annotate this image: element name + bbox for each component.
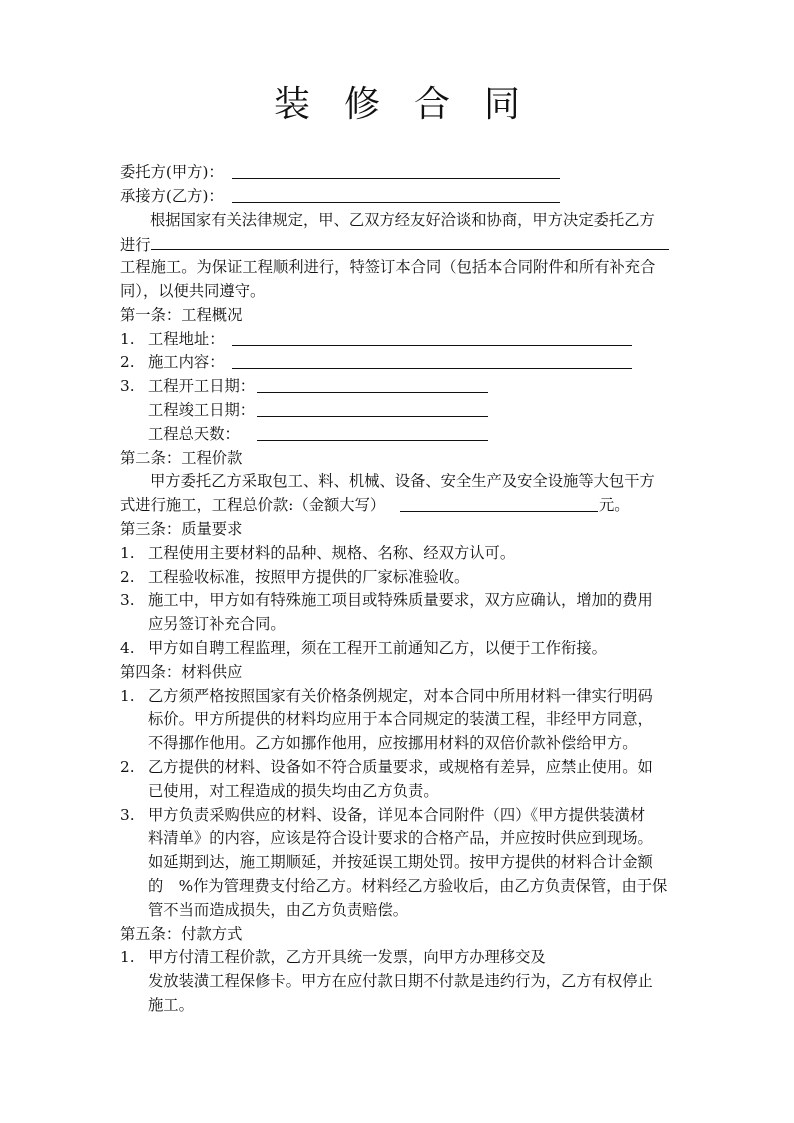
article-2-line: 式进行施工，工程总价款:（金额大写） (120, 496, 386, 515)
clause-line (120, 685, 680, 709)
start-date-blank[interactable] (257, 375, 488, 393)
clause-text: 料清单》的内容，应该是符合设计要求的合格产品，并应按时供应到现场。 (148, 829, 653, 848)
clause-text: 的 %作为管理费支付给乙方。材料经乙方验收后，由乙方负责保管，由于保 (148, 876, 668, 895)
start-date-label: 工程开工日期： (148, 377, 256, 396)
item-number: 1. (120, 948, 135, 967)
clause-line (120, 804, 680, 828)
clause-text: 工程验收标准，按照甲方提供的厂家标准验收。 (148, 567, 470, 586)
item-number: 3. (120, 805, 135, 824)
amount-blank[interactable] (400, 494, 598, 512)
clause-line (120, 970, 680, 994)
clause-line (120, 613, 680, 637)
intro-line: 进行 (120, 236, 151, 255)
clause-text: 甲方付清工程价款，乙方开具统一发票，向甲方办理移交及 (148, 948, 546, 967)
item-number: 3. (120, 377, 135, 396)
clause-line (120, 994, 680, 1018)
currency-unit: 元。 (599, 496, 630, 515)
party-b-label: 承接方(乙方)： (120, 186, 224, 205)
clause-line (120, 732, 680, 756)
item-number: 3. (120, 591, 135, 610)
clause-text: 甲方负责采购供应的材料、设备，详见本合同附件（四）《甲方提供装潢材 (148, 805, 646, 824)
clause-line (120, 637, 680, 661)
content-label: 施工内容： (148, 353, 225, 372)
clause-text: 工程使用主要材料的品种、规格、名称、经双方认可。 (148, 543, 516, 562)
clause-text: 乙方提供的材料、设备如不符合质量要求，或规格有差异，应禁止使用。如 (148, 757, 653, 776)
clause-text: 乙方须严格按照国家有关价格条例规定，对本合同中所用材料一律实行明码 (148, 686, 653, 705)
end-date-label: 工程竣工日期： (148, 400, 256, 419)
clause-line (120, 542, 680, 566)
content-blank[interactable] (232, 351, 632, 369)
clause-text: 应另签订补充合同。 (148, 615, 286, 634)
project-blank[interactable] (151, 232, 669, 250)
clause-text: 施工。 (148, 995, 194, 1014)
item-number: 4. (120, 638, 135, 657)
item-number: 1. (120, 543, 135, 562)
total-days-label: 工程总天数： (148, 424, 240, 443)
article-2-line: 甲方委托乙方采取包工、料、机械、设备、安全生产及安全设施等大包干方 (150, 472, 655, 491)
clause-line (120, 589, 680, 613)
clause-text: 如延期到达，施工期顺延，并按延误工期处罚。按甲方提供的材料合计金额 (148, 853, 653, 872)
article-2-heading: 第二条：工程价款 (120, 448, 243, 467)
clause-text: 不得挪作他用。乙方如挪作他用，应按挪用材料的双倍价款补偿给甲方。 (148, 734, 638, 753)
clause-line (120, 851, 680, 875)
item-number: 1. (120, 329, 135, 348)
article-1-heading: 第一条：工程概况 (120, 305, 243, 324)
clause-text: 已使用，对工程造成的损失均由乙方负责。 (148, 781, 439, 800)
contract-body (120, 161, 680, 1018)
item-number: 2. (120, 353, 135, 372)
clause-line (120, 566, 680, 590)
clause-text: 标价。甲方所提供的材料均应用于本合同规定的装潢工程，非经甲方同意， (148, 710, 653, 729)
clause-text: 发放装潢工程保修卡。甲方在应付款日期不付款是违约行为，乙方有权停止 (148, 972, 653, 991)
item-number: 2. (120, 757, 135, 776)
address-blank[interactable] (232, 328, 632, 346)
intro-line: 同），以便共同遵守。 (120, 281, 266, 300)
page-title: 装修合同 (273, 84, 554, 125)
end-date-blank[interactable] (257, 399, 488, 417)
party-a-blank[interactable] (232, 161, 560, 179)
article-3-heading: 第三条：质量要求 (120, 519, 243, 538)
item-number: 2. (120, 567, 135, 586)
clause-text: 管不当而造成损失，由乙方负责赔偿。 (148, 900, 409, 919)
intro-line: 工程施工。为保证工程顺利进行，特签订本合同（包括本合同附件和所有补充合 (120, 258, 656, 277)
party-a-label: 委托方(甲方)： (120, 163, 224, 181)
clause-line (120, 756, 680, 780)
clause-line (120, 780, 680, 804)
party-b-blank[interactable] (232, 185, 560, 203)
clause-text: 施工中，甲方如有特殊施工项目或特殊质量要求，双方应确认，增加的费用 (148, 591, 653, 610)
clause-text: 甲方如自聘工程监理，须在工程开工前通知乙方，以便于工作衔接。 (148, 638, 607, 657)
clause-line (120, 827, 680, 851)
clause-line (120, 899, 680, 923)
address-label: 工程地址： (148, 329, 225, 348)
total-days-blank[interactable] (257, 423, 488, 441)
clause-line (120, 875, 680, 899)
clause-line (120, 946, 680, 970)
article-4-heading: 第四条：材料供应 (120, 662, 243, 681)
clause-line (120, 708, 680, 732)
article-5-heading: 第五条：付款方式 (120, 924, 243, 943)
item-number: 1. (120, 686, 135, 705)
intro-line: 根据国家有关法律规定，甲、乙双方经友好洽谈和协商，甲方决定委托乙方 (150, 210, 655, 229)
